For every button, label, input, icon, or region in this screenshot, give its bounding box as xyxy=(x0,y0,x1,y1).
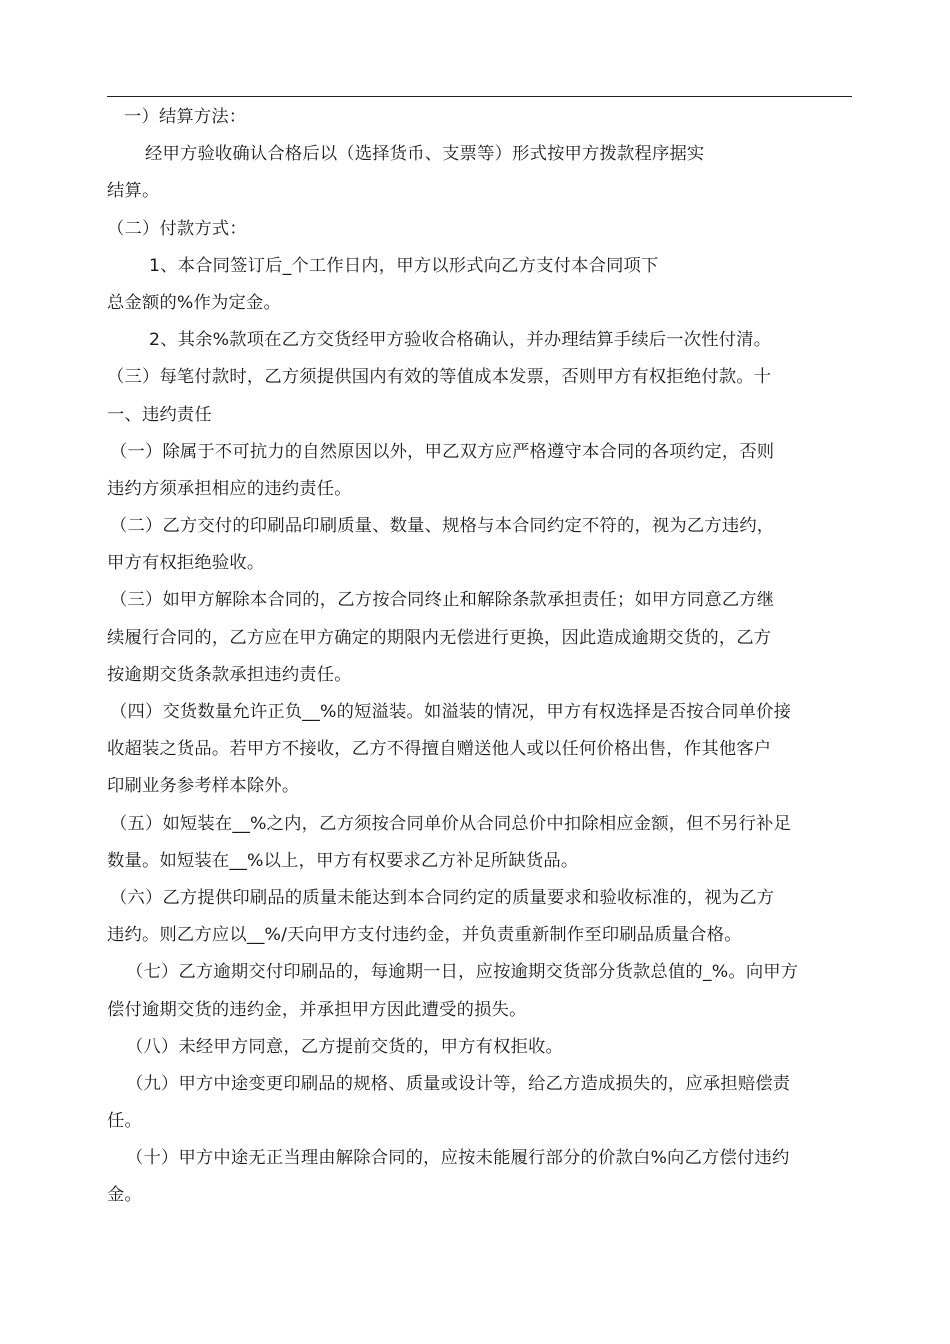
paragraph-line: （十）甲方中途无正当理由解除合同的，应按未能履行部分的价款白%向乙方偿付违约 xyxy=(126,1148,790,1169)
paragraph-line: （四）交货数量允许正负__%的短溢装。如溢装的情况，甲方有权选择是否按合同单价接 xyxy=(110,702,792,722)
paragraph-line: 数量。如短装在__%以上，甲方有权要求乙方补足所缺货品。 xyxy=(107,850,579,871)
paragraph-line: 1、本合同签订后_个工作日内，甲方以形式向乙方支付本合同项下 xyxy=(149,255,659,276)
paragraph-line: 经甲方验收确认合格后以（选择货币、支票等）形式按甲方拨款程序据实 xyxy=(145,144,705,165)
paragraph-line: 任。 xyxy=(107,1111,142,1132)
header-rule xyxy=(107,96,852,97)
paragraph-line: 偿付逾期交货的违约金，并承担甲方因此遭受的损失。 xyxy=(107,999,527,1020)
paragraph-line: （一）除属于不可抗力的自然原因以外，甲乙双方应严格遵守本合同的各项约定，否则 xyxy=(110,441,775,462)
paragraph-line: 总金额的%作为定金。 xyxy=(107,292,281,313)
paragraph-line: 金。 xyxy=(107,1185,142,1206)
paragraph-line: 收超装之货品。若甲方不接收，乙方不得擅自赠送他人或以任何价格出售，作其他客户 xyxy=(107,739,772,760)
paragraph-line: （六）乙方提供印刷品的质量未能达到本合同约定的质量要求和验收标准的，视为乙方 xyxy=(110,887,775,908)
section-heading-payment-method: （二）付款方式： xyxy=(107,218,247,239)
paragraph-line: 按逾期交货条款承担违约责任。 xyxy=(107,664,352,685)
paragraph-line: （三）如甲方解除本合同的，乙方按合同终止和解除条款承担责任；如甲方同意乙方继 xyxy=(110,590,775,611)
paragraph-line: 违约。则乙方应以__%/天向甲方支付违约金，并负责重新制作至印刷品质量合格。 xyxy=(107,925,742,946)
paragraph-line: 2、其余%款项在乙方交货经甲方验收合格确认，并办理结算手续后一次性付清。 xyxy=(149,330,772,351)
document-body xyxy=(107,99,852,1215)
section-heading-settlement-method: 一）结算方法： xyxy=(124,107,247,127)
paragraph-line: 结算。 xyxy=(107,181,160,202)
paragraph-line: 印刷业务参考样本除外。 xyxy=(107,776,300,797)
paragraph-line: （五）如短装在__%之内，乙方须按合同单价从合同总价中扣除相应金额，但不另行补足 xyxy=(110,813,792,834)
paragraph-line: （二）乙方交付的印刷品印刷质量、数量、规格与本合同约定不符的，视为乙方违约， xyxy=(110,516,775,537)
paragraph-line: （三）每笔付款时，乙方须提供国内有效的等值成本发票，否则甲方有权拒绝付款。十 xyxy=(107,367,772,388)
paragraph-line: 续履行合同的，乙方应在甲方确定的期限内无偿进行更换，因此造成逾期交货的，乙方 xyxy=(107,627,772,648)
paragraph-line: （八）未经甲方同意，乙方提前交货的，甲方有权拒收。 xyxy=(126,1036,564,1057)
paragraph-line: （九）甲方中途变更印刷品的规格、质量或设计等，给乙方造成损失的，应承担赔偿责 xyxy=(126,1073,791,1094)
section-heading-liability: 一、违约责任 xyxy=(107,404,212,425)
paragraph-line: （七）乙方逾期交付印刷品的，每逾期一日，应按逾期交货部分货款总值的_%。向甲方 xyxy=(126,962,799,983)
paragraph-line: 违约方须承担相应的违约责任。 xyxy=(107,478,352,499)
paragraph-line: 甲方有权拒绝验收。 xyxy=(107,553,265,574)
